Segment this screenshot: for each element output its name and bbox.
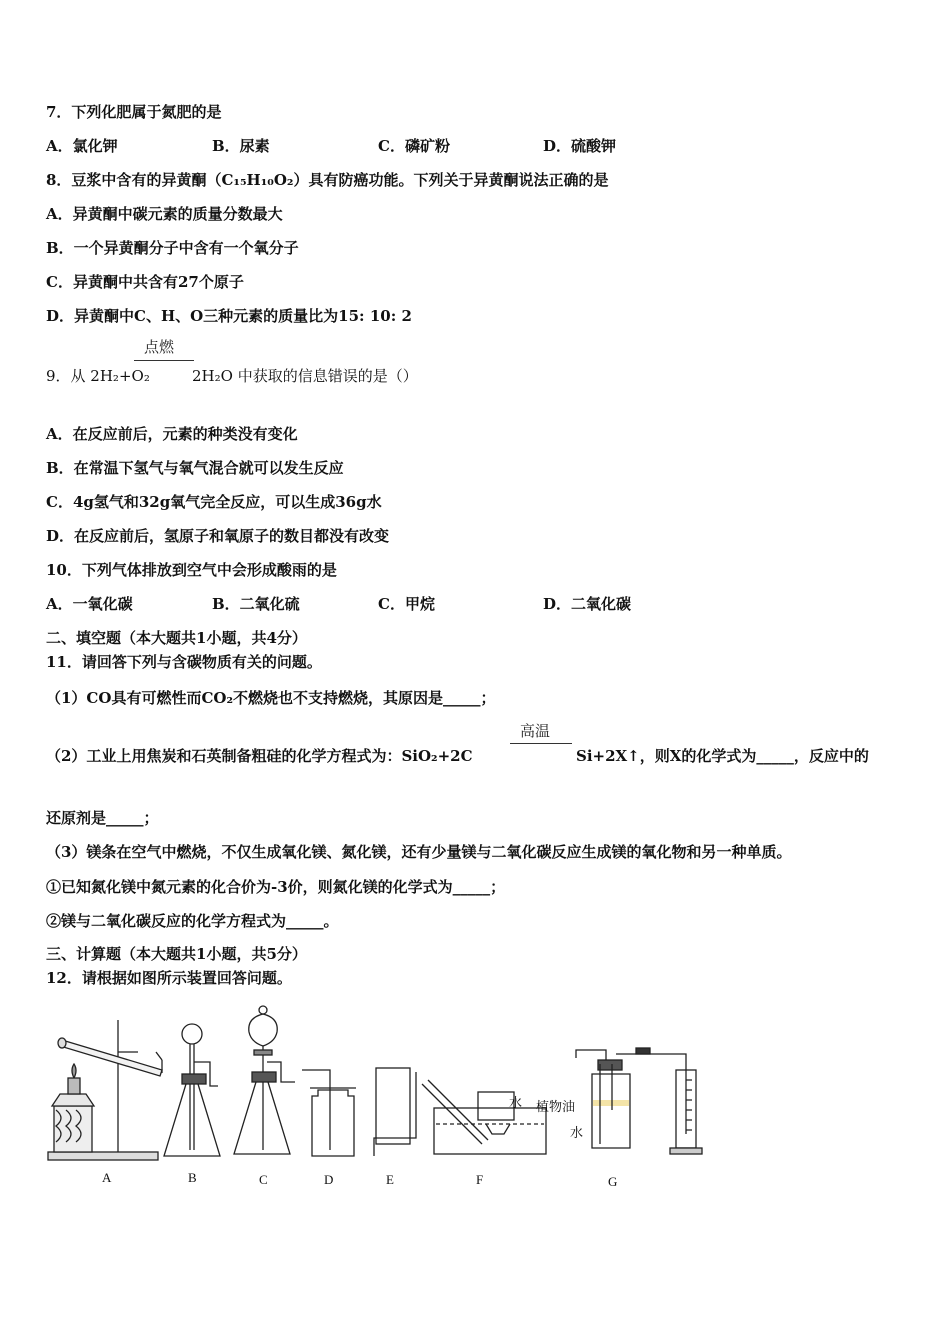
apparatus-c [234,1006,295,1154]
label-c: C [259,1172,268,1187]
section-3-heading: 三、计算题（本大题共1小题，共5分） [46,945,307,963]
label-b: B [188,1170,197,1185]
q11-part-2-left: （2）工业上用焦炭和石英制备粗硅的化学方程式为：SiO₂+2C [46,747,473,765]
label-e: E [386,1172,394,1187]
label-f: F [476,1172,484,1187]
q9-option-a: A．在反应前后，元素的种类没有变化 [46,425,298,443]
apparatus-f [422,1080,546,1154]
q9-reaction-condition: 点燃 [144,338,175,356]
q10-option-b: B．二氧化硫 [212,595,300,613]
q7-option-c: C．磷矿粉 [378,137,450,155]
section-2-heading: 二、填空题（本大题共1小题，共4分） [46,629,307,647]
q9-option-c: C．4g氢气和32g氧气完全反应，可以生成36g水 [46,493,382,511]
oil-label-g: 植物油 [536,1099,576,1114]
q8-option-c: C．异黄酮中共含有27个原子 [46,273,244,291]
q9-reaction-arrow [134,360,194,361]
q9-stem-right: 2H₂O 中获取的信息错误的是（） [192,367,418,385]
q11-part-1: （1）CO具有可燃性而CO₂不燃烧也不支持燃烧，其原因是_____； [46,689,496,707]
q11-reaction-arrow [510,743,572,744]
apparatus-drawing [40,1000,720,1200]
q7-option-d: D．硫酸钾 [543,137,617,155]
apparatus-figure [40,1000,720,1200]
q8-option-b: B．一个异黄酮分子中含有一个氧分子 [46,239,299,257]
q11-part-3-b: ②镁与二氧化碳反应的化学方程式为_____。 [46,912,339,930]
q11-part-2-right: Si+2X↑，则X的化学式为_____，反应中的 [576,747,869,765]
apparatus-e [374,1068,416,1156]
apparatus-d [302,1070,356,1156]
label-d: D [324,1172,334,1187]
q8-option-d: D．异黄酮中C、H、O三种元素的质量比为15: 10: 2 [46,307,412,325]
q10-option-c: C．甲烷 [378,595,435,613]
q11-part-3-a: ①已知氮化镁中氮元素的化合价为-3价，则氮化镁的化学式为_____； [46,878,506,896]
water-label-g: 水 [570,1125,584,1140]
q11-reaction-condition: 高温 [520,722,551,740]
q7-stem: 7．下列化肥属于氮肥的是 [46,103,222,121]
q9-option-d: D．在反应前后，氢原子和氧原子的数目都没有改变 [46,527,390,545]
label-g: G [608,1174,618,1189]
apparatus-b [164,1024,220,1156]
q7-option-a: A．氯化钾 [46,137,118,155]
q9-option-b: B．在常温下氢气与氧气混合就可以发生反应 [46,459,344,477]
label-a: A [102,1170,112,1185]
q10-option-d: D．二氧化碳 [543,595,632,613]
q10-option-a: A．一氧化碳 [46,595,133,613]
q10-stem: 10．下列气体排放到空气中会形成酸雨的是 [46,561,337,579]
q11-part-3: （3）镁条在空气中燃烧，不仅生成氧化镁、氮化镁，还有少量镁与二氧化碳反应生成镁的氧化物和另一种单质。 [46,843,792,861]
apparatus-g [576,1048,702,1154]
q12-stem: 12．请根据如图所示装置回答问题。 [46,969,292,987]
q8-stem: 8．豆浆中含有的异黄酮（C₁₅H₁₀O₂）具有防癌功能。下列关于异黄酮说法正确的是 [46,171,609,189]
q11-stem: 11．请回答下列与含碳物质有关的问题。 [46,653,322,671]
apparatus-a [48,1020,162,1160]
q8-option-a: A．异黄酮中碳元素的质量分数最大 [46,205,283,223]
q11-part-2-continued: 还原剂是_____； [46,809,159,827]
water-label-f: 水 [509,1095,523,1110]
q7-option-b: B．尿素 [212,137,270,155]
q9-stem-left: 9．从 2H₂+O₂ [46,367,150,385]
